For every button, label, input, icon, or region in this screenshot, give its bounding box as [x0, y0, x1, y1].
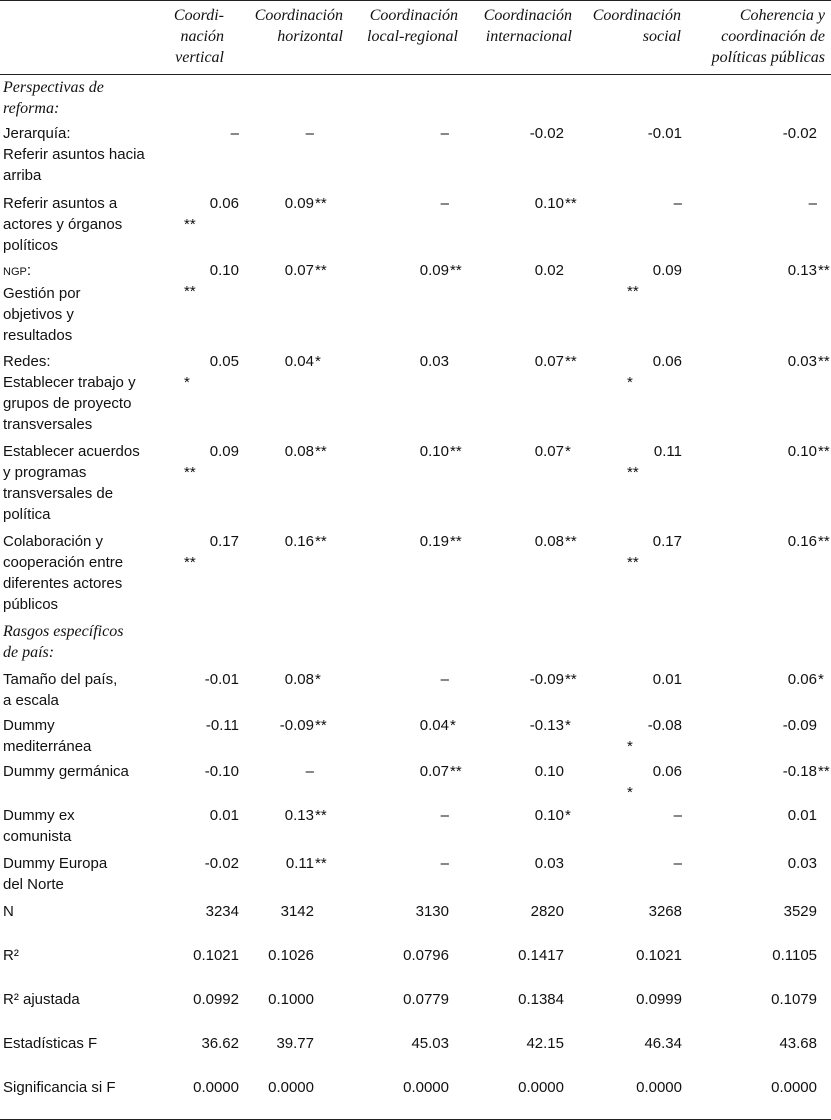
cell-value: -0.13 — [529, 716, 564, 734]
table-cell — [687, 759, 831, 803]
cell-value: -0.02 — [529, 124, 564, 142]
table-cell — [163, 258, 239, 349]
table-cell — [578, 667, 687, 713]
significance-stars: ** — [315, 261, 327, 279]
table-cell — [464, 851, 578, 899]
significance-stars: ** — [315, 806, 327, 824]
table-cell — [578, 258, 687, 349]
row-label: Significancia si F — [3, 1078, 116, 1096]
cell-value: 0.07 — [534, 442, 564, 460]
table-cell — [230, 803, 349, 851]
cell-value: 0.13 — [787, 261, 817, 279]
cell-value: 0.06 — [652, 762, 682, 780]
table-cell — [349, 899, 464, 943]
column-header: Coordinación social — [592, 7, 681, 45]
cell-value: 39.77 — [276, 1034, 314, 1052]
row-label: Establecer acuerdos y programas transversales de política — [3, 442, 140, 523]
significance-stars: ** — [315, 194, 327, 212]
section-heading-row — [0, 619, 831, 667]
cell-value: 0.1105 — [772, 946, 817, 964]
cell-value: 0.0000 — [403, 1078, 449, 1096]
table-cell — [687, 987, 831, 1031]
cell-value: 0.01 — [209, 806, 239, 824]
table-cell — [687, 529, 831, 619]
table-row — [0, 713, 831, 759]
table-cell — [578, 759, 687, 803]
cell-value: 0.1384 — [518, 990, 564, 1008]
cell-value: 0.17 — [209, 532, 239, 550]
row-label: Dummy mediterránea — [3, 716, 92, 755]
table-cell — [349, 191, 464, 258]
cell-value: 0.11 — [285, 854, 314, 872]
significance-stars: * — [315, 352, 321, 370]
table-cell — [349, 529, 464, 619]
cell-value: – — [673, 854, 682, 872]
significance-stars: ** — [184, 282, 196, 300]
row-label: N — [3, 902, 14, 920]
cell-value: 0.0999 — [636, 990, 682, 1008]
section-heading: Rasgos específicos de país: — [3, 622, 124, 661]
row-label: Tamaño del país, a escala — [3, 670, 118, 709]
row-label: Referir asuntos a actores y órganos políticos — [3, 194, 123, 254]
table-cell — [349, 851, 464, 899]
table-cell — [464, 667, 578, 713]
cell-value: 3268 — [648, 902, 682, 920]
table-cell — [349, 987, 464, 1031]
cell-value: 0.0000 — [636, 1078, 682, 1096]
row-label: Dummy ex comunista — [3, 806, 75, 845]
row-label: Colaboración y cooperación entre diferentes actores públicos — [3, 532, 124, 613]
significance-stars: * — [184, 373, 190, 391]
cell-value: – — [440, 806, 449, 824]
table-cell — [349, 121, 464, 191]
significance-stars: * — [315, 670, 321, 688]
row-label: NGP: Gestión por objetivos y resultados — [3, 261, 81, 344]
table-cell — [687, 943, 831, 987]
cell-value: 0.08 — [284, 670, 314, 688]
cell-value: 0.11 — [653, 442, 682, 460]
significance-stars: ** — [627, 553, 639, 571]
column-header: Coordinación local-regional — [367, 7, 458, 45]
table-cell — [464, 1031, 578, 1075]
table-cell — [349, 713, 464, 759]
significance-stars: ** — [315, 716, 327, 734]
row-label: Dummy germánica — [3, 762, 129, 780]
cell-value: -0.11 — [205, 716, 239, 734]
cell-value: 0.09 — [209, 442, 239, 460]
cell-value: 0.10 — [419, 442, 449, 460]
table-cell — [163, 1075, 239, 1120]
cell-value: 0.1021 — [193, 946, 239, 964]
significance-stars: ** — [450, 762, 462, 780]
table-cell — [349, 439, 464, 529]
table-cell — [578, 943, 687, 987]
significance-stars: ** — [818, 532, 830, 550]
table-cell — [578, 1075, 687, 1120]
table-cell — [163, 759, 239, 803]
significance-stars: ** — [565, 352, 577, 370]
significance-stars: ** — [818, 762, 830, 780]
significance-stars: ** — [818, 352, 830, 370]
cell-value: -0.09 — [529, 670, 564, 688]
cell-value: 0.19 — [419, 532, 449, 550]
table-row — [0, 258, 831, 349]
table-row — [0, 121, 831, 191]
table-cell — [230, 349, 349, 439]
table-cell — [687, 713, 831, 759]
significance-stars: ** — [818, 442, 830, 460]
table-cell — [578, 803, 687, 851]
cell-value: 46.34 — [644, 1034, 682, 1052]
cell-value: 0.06 — [209, 194, 239, 212]
cell-value: 0.0796 — [403, 946, 449, 964]
cell-value: 0.08 — [534, 532, 564, 550]
table-cell — [230, 713, 349, 759]
cell-value: 0.1079 — [771, 990, 817, 1008]
table-cell — [163, 191, 239, 258]
cell-value: 0.0992 — [193, 990, 239, 1008]
cell-value: 0.0000 — [771, 1078, 817, 1096]
table-cell — [464, 943, 578, 987]
table-cell — [578, 121, 687, 191]
row-label: Jerarquía: Referir asuntos hacia arriba — [3, 124, 145, 184]
significance-stars: ** — [450, 532, 462, 550]
cell-value: 0.01 — [787, 806, 817, 824]
significance-stars: ** — [450, 442, 462, 460]
cell-value: -0.01 — [204, 670, 239, 688]
section-heading-row — [0, 75, 831, 121]
cell-value: 0.16 — [284, 532, 314, 550]
cell-value: 0.1021 — [636, 946, 682, 964]
table-cell — [230, 1031, 349, 1075]
cell-value: 0.04 — [284, 352, 314, 370]
cell-value: 0.03 — [419, 352, 449, 370]
cell-value: 3142 — [280, 902, 314, 920]
cell-value: – — [440, 194, 449, 212]
table-cell — [349, 803, 464, 851]
table-cell — [163, 439, 239, 529]
cell-value: 0.10 — [209, 261, 239, 279]
row-label: Dummy Europa del Norte — [3, 854, 108, 893]
table-cell — [163, 803, 239, 851]
table-row — [0, 529, 831, 619]
header-row — [0, 1, 831, 75]
cell-value: 0.09 — [419, 261, 449, 279]
table-cell — [578, 987, 687, 1031]
cell-value: 0.10 — [787, 442, 817, 460]
table-row — [0, 191, 831, 258]
cell-value: 0.1000 — [268, 990, 314, 1008]
cell-value: 45.03 — [411, 1034, 449, 1052]
table-cell — [687, 899, 831, 943]
significance-stars: * — [565, 442, 571, 460]
table-cell — [687, 191, 831, 258]
table-row — [0, 851, 831, 899]
cell-value: 0.03 — [787, 352, 817, 370]
cell-value: 0.04 — [419, 716, 449, 734]
table-row — [0, 667, 831, 713]
table-cell — [687, 349, 831, 439]
significance-stars: * — [627, 737, 633, 755]
cell-value: 0.17 — [652, 532, 682, 550]
table-cell — [687, 1031, 831, 1075]
cell-value: 0.0779 — [403, 990, 449, 1008]
table-cell — [163, 667, 239, 713]
significance-stars: ** — [627, 282, 639, 300]
table-cell — [163, 121, 239, 191]
table-cell — [464, 803, 578, 851]
significance-stars: * — [818, 670, 824, 688]
table-cell — [230, 759, 349, 803]
cell-value: 43.68 — [779, 1034, 817, 1052]
table-cell — [230, 258, 349, 349]
table-cell — [230, 851, 349, 899]
table-cell — [464, 121, 578, 191]
cell-value: 42.15 — [526, 1034, 564, 1052]
table-row — [0, 987, 831, 1031]
cell-value: 0.09 — [284, 194, 314, 212]
cell-value: 0.08 — [284, 442, 314, 460]
cell-value: 36.62 — [201, 1034, 239, 1052]
cell-value: – — [440, 124, 449, 142]
table-cell — [687, 851, 831, 899]
table-cell — [163, 851, 239, 899]
cell-value: 0.05 — [209, 352, 239, 370]
table-cell — [464, 349, 578, 439]
cell-value: – — [230, 124, 239, 142]
table-cell — [349, 943, 464, 987]
table-cell — [349, 258, 464, 349]
significance-stars: ** — [184, 553, 196, 571]
significance-stars: ** — [565, 532, 577, 550]
cell-value: 0.1026 — [268, 946, 314, 964]
section-heading: Perspectivas de reforma: — [3, 79, 104, 117]
table-cell — [687, 667, 831, 713]
significance-stars: * — [627, 373, 633, 391]
table-cell — [464, 899, 578, 943]
table-cell — [349, 1075, 464, 1120]
table-cell — [578, 851, 687, 899]
cell-value: 0.16 — [787, 532, 817, 550]
table-cell — [163, 899, 239, 943]
table-cell — [230, 121, 349, 191]
table-cell — [230, 943, 349, 987]
cell-value: 0.10 — [534, 762, 564, 780]
cell-value: 0.0000 — [518, 1078, 564, 1096]
column-header: Coordinación horizontal — [254, 7, 343, 45]
table-cell — [464, 439, 578, 529]
cell-value: 0.10 — [534, 194, 564, 212]
table-row — [0, 349, 831, 439]
cell-value: 0.07 — [419, 762, 449, 780]
table-cell — [578, 439, 687, 529]
table-cell — [464, 529, 578, 619]
cell-value: – — [305, 762, 314, 780]
cell-value: 3234 — [205, 902, 239, 920]
table-cell — [687, 803, 831, 851]
cell-value: 0.03 — [534, 854, 564, 872]
table-row — [0, 1031, 831, 1075]
cell-value: 0.0000 — [268, 1078, 314, 1096]
table-cell — [163, 713, 239, 759]
cell-value: 0.13 — [284, 806, 314, 824]
cell-value: 3130 — [415, 902, 449, 920]
table-row — [0, 1075, 831, 1120]
cell-value: 0.1417 — [518, 946, 564, 964]
table-cell — [464, 987, 578, 1031]
table-cell — [163, 987, 239, 1031]
table-row — [0, 759, 831, 803]
cell-value: 0.06 — [787, 670, 817, 688]
cell-value: – — [305, 124, 314, 142]
cell-value: 0.01 — [652, 670, 682, 688]
cell-value: 3529 — [783, 902, 817, 920]
table-cell — [687, 1075, 831, 1120]
significance-stars: ** — [315, 854, 327, 872]
table-cell — [230, 899, 349, 943]
cell-value: -0.08 — [647, 716, 682, 734]
significance-stars: ** — [450, 261, 462, 279]
cell-value: 0.07 — [534, 352, 564, 370]
table-cell — [687, 439, 831, 529]
table-row — [0, 943, 831, 987]
cell-value: 0.06 — [652, 352, 682, 370]
table-row — [0, 439, 831, 529]
table-cell — [578, 191, 687, 258]
row-label: Redes: Establecer trabajo y grupos de proyecto transversales — [3, 352, 136, 433]
table-cell — [578, 899, 687, 943]
table-cell — [464, 258, 578, 349]
significance-stars: ** — [627, 463, 639, 481]
cell-value: – — [673, 194, 682, 212]
table-cell — [578, 1031, 687, 1075]
significance-stars: * — [627, 783, 633, 801]
cell-value: – — [440, 670, 449, 688]
table-cell — [464, 759, 578, 803]
significance-stars: ** — [565, 194, 577, 212]
cell-value: -0.09 — [279, 716, 314, 734]
column-header: Coherencia y coordinación de políticas públicas — [711, 7, 825, 66]
cell-value: – — [440, 854, 449, 872]
cell-value: -0.18 — [782, 762, 817, 780]
table-cell — [163, 349, 239, 439]
column-header: Coordinación internacional — [483, 7, 572, 45]
table-row — [0, 803, 831, 851]
significance-stars: ** — [818, 261, 830, 279]
table-cell — [578, 529, 687, 619]
table-cell — [464, 1075, 578, 1120]
header-corner — [0, 1, 163, 75]
table-cell — [230, 667, 349, 713]
significance-stars: * — [450, 716, 456, 734]
table-cell — [349, 1031, 464, 1075]
cell-value: 0.0000 — [193, 1078, 239, 1096]
table-cell — [464, 713, 578, 759]
cell-value: -0.02 — [782, 124, 817, 142]
significance-stars: ** — [315, 532, 327, 550]
cell-value: 0.03 — [787, 854, 817, 872]
table-cell — [163, 529, 239, 619]
cell-value: -0.10 — [204, 762, 239, 780]
table-cell — [349, 349, 464, 439]
cell-value: -0.02 — [204, 854, 239, 872]
significance-stars: * — [565, 806, 571, 824]
table-cell — [464, 191, 578, 258]
table-cell — [349, 667, 464, 713]
table-cell — [349, 759, 464, 803]
table-cell — [163, 1031, 239, 1075]
table-cell — [230, 987, 349, 1031]
significance-stars: ** — [184, 463, 196, 481]
table-cell — [687, 121, 831, 191]
cell-value: -0.01 — [647, 124, 682, 142]
cell-value: 0.02 — [534, 261, 564, 279]
cell-value: 0.10 — [534, 806, 564, 824]
cell-value: 0.07 — [284, 261, 314, 279]
table-row — [0, 899, 831, 943]
significance-stars: ** — [184, 215, 196, 233]
row-label: R² — [3, 946, 19, 964]
table-cell — [230, 439, 349, 529]
table-cell — [230, 1075, 349, 1120]
table-cell — [687, 258, 831, 349]
cell-value: – — [673, 806, 682, 824]
cell-value: -0.09 — [782, 716, 817, 734]
row-label: Estadísticas F — [3, 1034, 98, 1052]
table-cell — [578, 349, 687, 439]
table-cell — [578, 713, 687, 759]
cell-value: 0.09 — [652, 261, 682, 279]
column-header: Coordi- nación vertical — [173, 7, 224, 66]
cell-value: 2820 — [530, 902, 564, 920]
table-cell — [230, 191, 349, 258]
cell-value: – — [808, 194, 817, 212]
row-label: R² ajustada — [3, 990, 80, 1008]
significance-stars: * — [565, 716, 571, 734]
table-cell — [163, 943, 239, 987]
table-cell — [230, 529, 349, 619]
significance-stars: ** — [565, 670, 577, 688]
significance-stars: ** — [315, 442, 327, 460]
